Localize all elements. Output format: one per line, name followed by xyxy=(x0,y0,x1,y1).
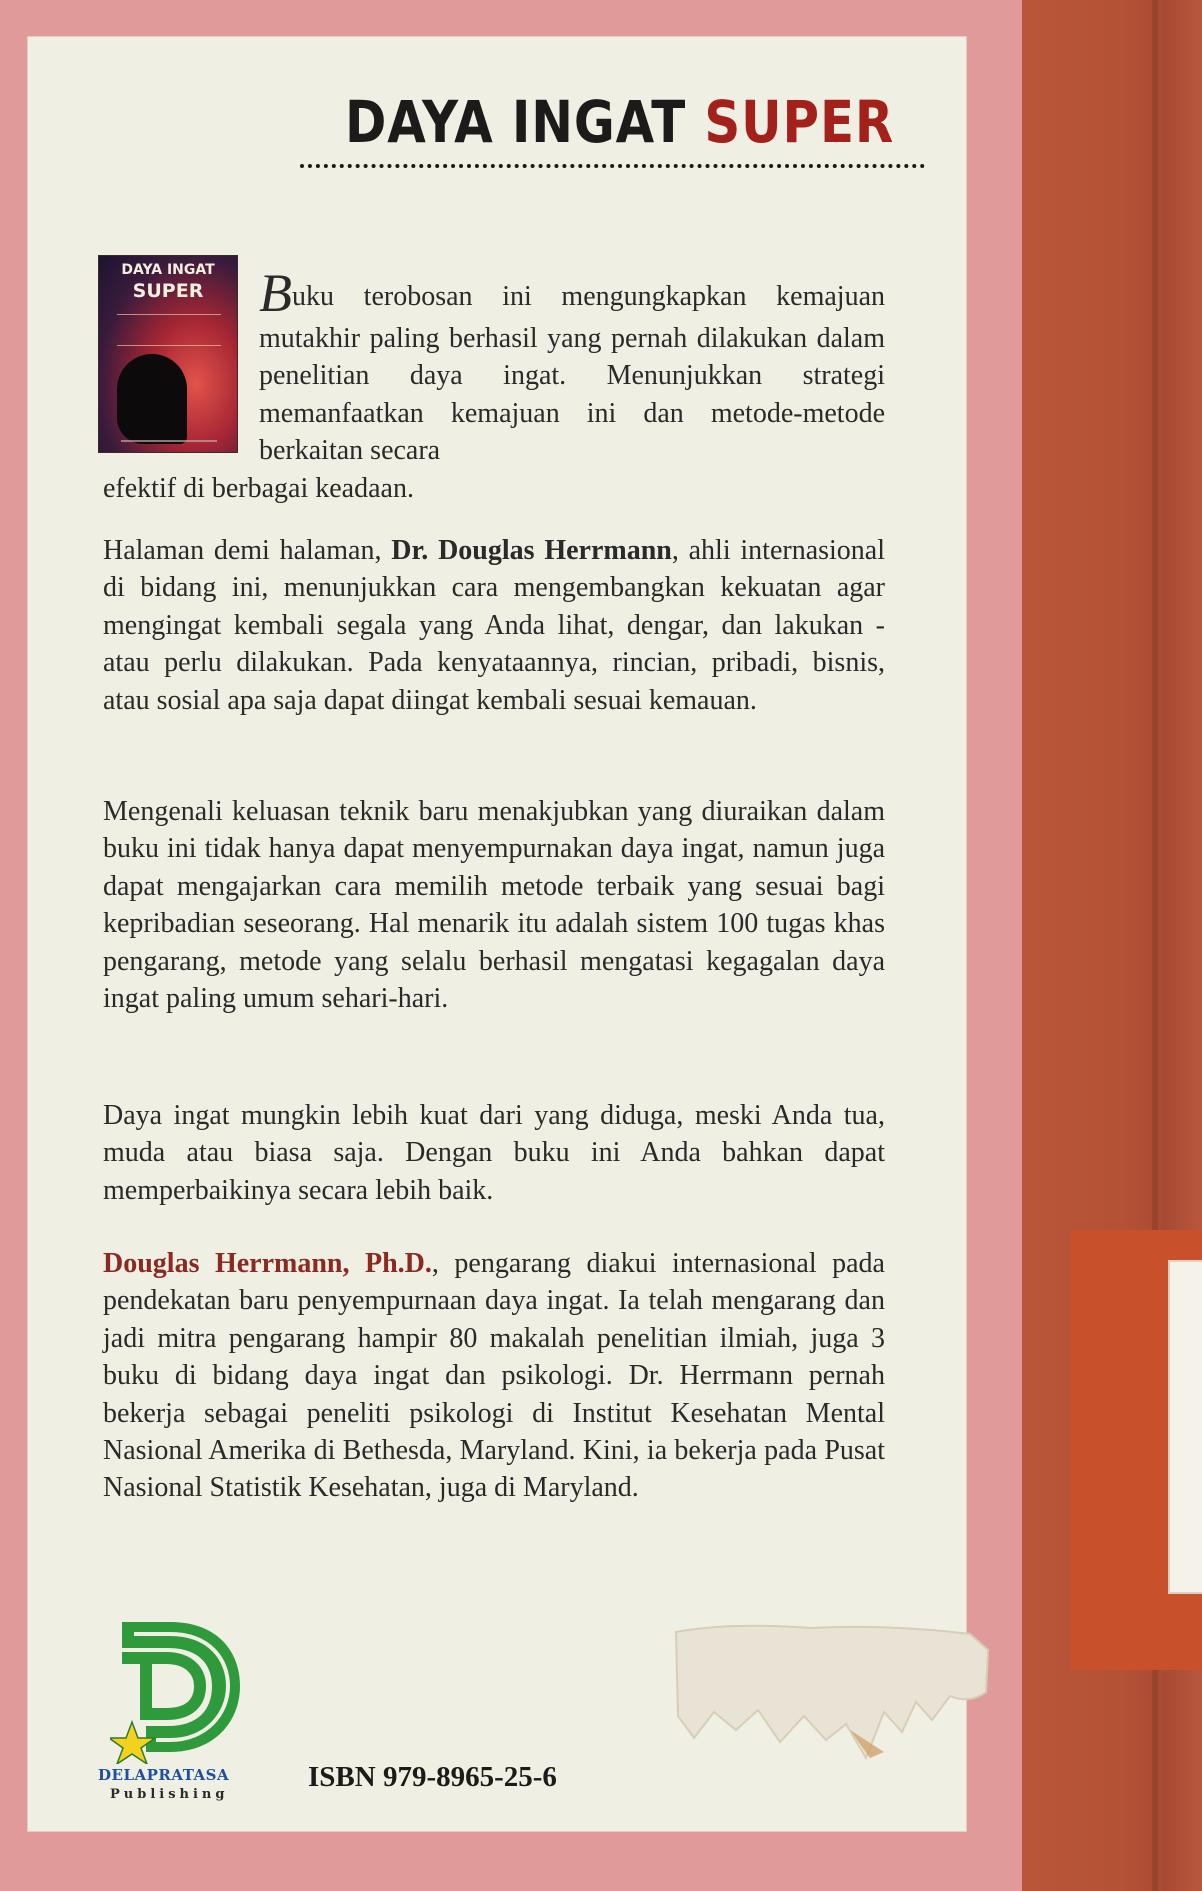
paragraph-intro-lead: Buku terobosan ini mengungkapkan kemajuan mutakhir paling berhasil yang pernah dilakukan dalam penelitian daya ingat. Menunjukkan strategi memanfaatkan kemajuan ini dan metode-metode berkaitan secara xyxy=(259,263,885,467)
title-dotted-rule xyxy=(300,164,925,168)
isbn-number: ISBN 979-8965-25-6 xyxy=(308,1761,557,1793)
paragraph-author-bio: Douglas Herrmann, Ph.D., pengarang diakui internasional pada pendekatan baru penyempurnaan daya ingat. Ia telah mengarang dan jadi mitra pengarang hampir 80 makalah penelitian ilmiah, juga 3 buku di bidang daya ingat dan psikologi. Dr. Herrmann pernah bekerja sebagai peneliti psikologi di Institut Kesehatan Mental Nasional Amerika di Bethesda, Maryland. Kini, ia bekerja pada Pusat Nasional Statistik Kesehatan, juga di Maryland. xyxy=(103,1248,885,1504)
paragraph-author-intro: Halaman demi halaman, Dr. Douglas Herrmann, ahli internasional di bidang ini, menunjukkan cara mengembangkan kekuatan agar mengingat kembali segala yang Anda lihat, dengar, dan lakukan - atau perlu dilakukan. Pada kenyataannya, rincian, pribadi, bisnis, atau sosial apa saja dapat diingat kembali sesuai kemauan. xyxy=(103,535,886,716)
paragraph-intro xyxy=(103,263,885,507)
paragraph-intro-tail: efektif di berbagai keadaan. xyxy=(103,472,414,504)
sticker-residue xyxy=(670,1620,992,1762)
thumbnail-title-line1: DAYA INGAT xyxy=(121,262,215,278)
publisher-name: DELAPRATASA xyxy=(98,1766,230,1784)
publisher-logo-icon xyxy=(110,1614,250,1764)
book-title: DAYA INGAT SUPER xyxy=(345,88,895,156)
drop-cap: B xyxy=(259,263,292,323)
author-name: Dr. Douglas Herrmann xyxy=(391,535,672,566)
paragraph-memory: Daya ingat mungkin lebih kuat dari yang diduga, meski Anda tua, muda atau biasa saja. Dengan buku ini Anda bahkan dapat memperbaikinya secara lebih baik. xyxy=(103,1100,885,1206)
author-name-bio: Douglas Herrmann, Ph.D. xyxy=(103,1248,432,1279)
publisher-subtitle: Publishing xyxy=(110,1787,229,1802)
book-title-accent: SUPER xyxy=(704,88,895,156)
library-label xyxy=(1168,1260,1202,1594)
thumbnail-title-line2: SUPER xyxy=(132,280,204,302)
paragraph-techniques: Mengenali keluasan teknik baru menakjubkan yang diuraikan dalam buku ini tidak hanya dapat menyempurnakan daya ingat, namun juga dapat mengajarkan cara memilih metode terbaik yang sesuai bagi kepribadian seseorang. Hal menarik itu adalah sistem 100 tugas khas pengarang, metode yang selalu berhasil mengatasi kegagalan daya ingat paling umum sehari-hari. xyxy=(103,796,885,1015)
